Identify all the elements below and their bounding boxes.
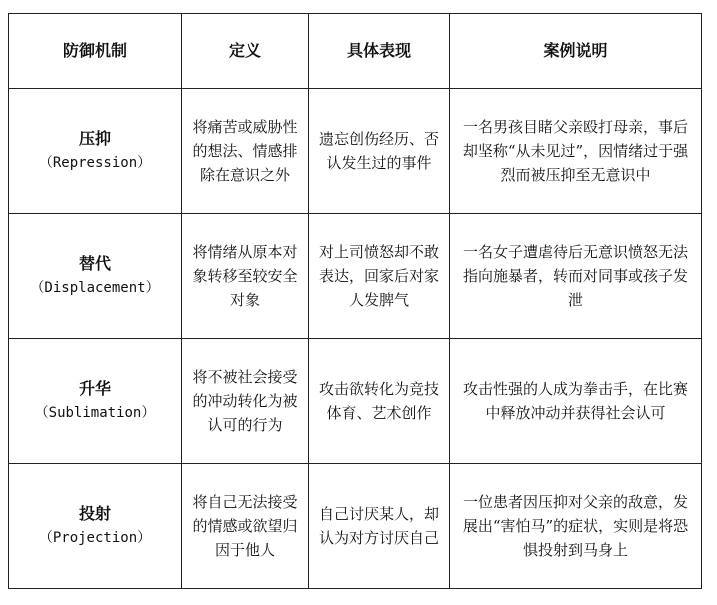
mechanism-cell [9, 214, 182, 339]
table-row [9, 89, 702, 214]
header-manifestation: 具体表现 [309, 14, 450, 89]
definition-cell: 将情绪从原本对象转移至较安全对象 [182, 214, 309, 339]
manifestation-cell: 对上司愤怒却不敢表达，回家后对家人发脾气 [309, 214, 450, 339]
defense-mechanisms-table [8, 13, 702, 589]
manifestation-cell: 遗忘创伤经历、否认发生过的事件 [309, 89, 450, 214]
table-row [9, 464, 702, 589]
table-row [9, 214, 702, 339]
manifestation-cell: 自己讨厌某人，却认为对方讨厌自己 [309, 464, 450, 589]
example-cell: 一名女子遭虐待后无意识愤怒无法指向施暴者，转而对同事或孩子发泄 [450, 214, 702, 339]
header-row [9, 14, 702, 89]
mechanism-cell [9, 464, 182, 589]
example-cell: 一名男孩目睹父亲殴打母亲，事后却坚称“从未见过”，因情绪过于强烈而被压抑至无意识中 [450, 89, 702, 214]
mechanism-english: （Projection） [38, 530, 152, 546]
example-cell: 一位患者因压抑对父亲的敌意，发展出“害怕马”的症状，实则是将恐惧投射到马身上 [450, 464, 702, 589]
mechanism-term: 替代 [78, 254, 111, 273]
mechanism-cell [9, 89, 182, 214]
table-row [9, 339, 702, 464]
definition-cell: 将不被社会接受的冲动转化为被认可的行为 [182, 339, 309, 464]
example-cell: 攻击性强的人成为拳击手，在比赛中释放冲动并获得社会认可 [450, 339, 702, 464]
header-definition: 定义 [182, 14, 309, 89]
mechanism-english: （Repression） [38, 155, 152, 171]
mechanism-term: 投射 [78, 504, 111, 523]
definition-cell: 将自己无法接受的情感或欲望归因于他人 [182, 464, 309, 589]
mechanism-term: 压抑 [78, 129, 111, 148]
definition-cell: 将痛苦或威胁性的想法、情感排除在意识之外 [182, 89, 309, 214]
mechanism-english: （Displacement） [30, 280, 160, 296]
header-example: 案例说明 [450, 14, 702, 89]
mechanism-term: 升华 [78, 379, 111, 398]
manifestation-cell: 攻击欲转化为竞技体育、艺术创作 [309, 339, 450, 464]
header-mechanism: 防御机制 [9, 14, 182, 89]
mechanism-english: （Sublimation） [34, 405, 156, 421]
mechanism-cell [9, 339, 182, 464]
